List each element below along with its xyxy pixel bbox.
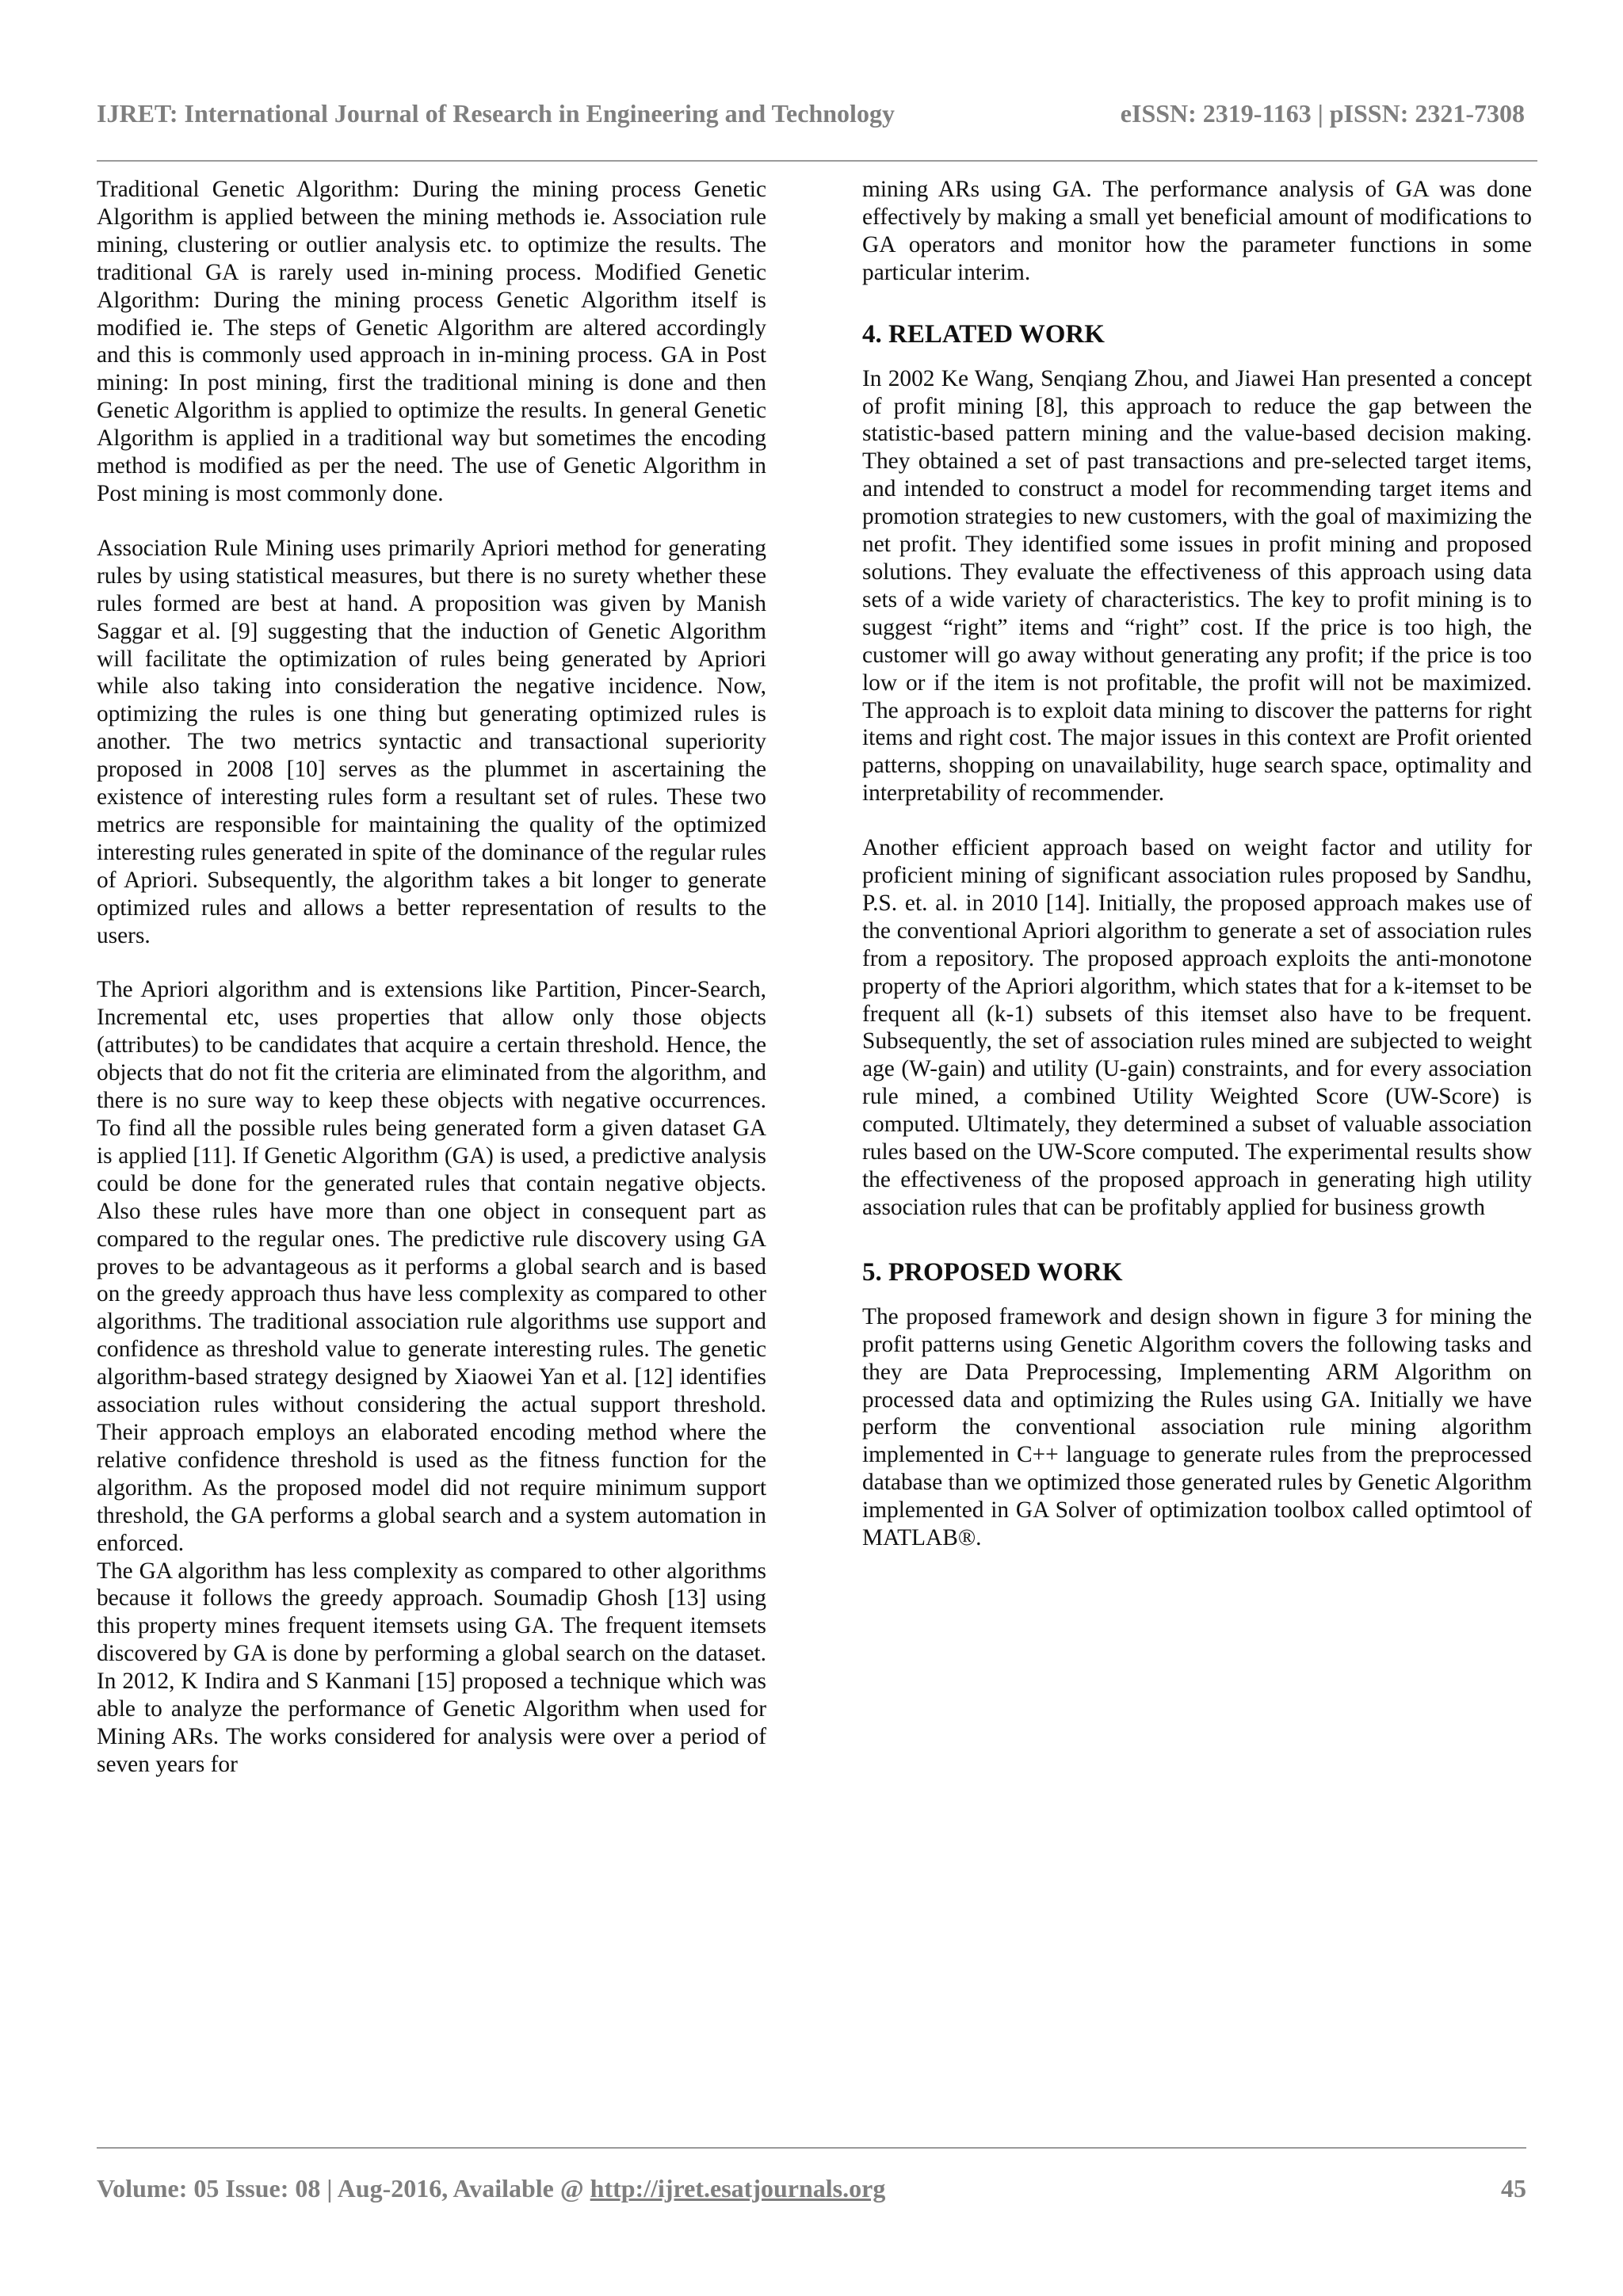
paragraph: In 2002 Ke Wang, Senqiang Zhou, and Jiawei Han presented a concept of profit mining [8], this approach to reduce the gap between the statistic-based pattern mining and the value-based decision making. They obtained a set of past transactions and pre-selected target items, and intended to construct a model for recommending target items and promotion strategies to new customers, with the goal of maximizing the net profit. They identified some issues in profit mining and proposed solutions. They evaluate the effectiveness of this approach using data sets of a wide variety of characteristics. The key to profit mining is to suggest “right” items and “right” cost. If the price is too high, the customer will go away without generating any profit; if the price is too low or if the item is not profitable, the profit will not be maximized. The approach is to exploit data mining to discover the patterns for right items and right cost. The major issues in this context are Profit oriented patterns, shopping on unavailability, huge search space, optimality and interpretability of recommender. [862,365,1532,807]
volume-text: Volume: 05 Issue: 08 | Aug-2016, Available @ [97,2174,590,2203]
paragraph: mining ARs using GA. The performance analysis of GA was done effectively by making a small yet beneficial amount of modifications to GA operators and monitor how the parameter functions in some particular interim. [862,177,1532,285]
paragraph: The proposed framework and design shown in figure 3 for mining the profit patterns using Genetic Algorithm covers the following tasks and they are Data Preprocessing, Implementing ARM Algorithm on processed data and optimizing the Rules using GA. Initially we have perform the conventional association rule mining algorithm implemented in C++ language to generate rules from the preprocessed database than we optimized those generated rules by Genetic Algorithm implemented in GA Solver of optimization toolbox called optimtool of MATLAB®. [862,1303,1532,1551]
section-heading-related-work: 4. RELATED WORK [862,319,1105,349]
section-heading-proposed-work: 5. PROPOSED WORK [862,1257,1123,1287]
paragraph: Another efficient approach based on weight factor and utility for proficient mining of significant association rules proposed by Sandhu, P.S. et. al. in 2010 [14]. Initially, the proposed approach makes use of the conventional Apriori algorithm to generate a set of association rules from a repository. The proposed approach exploits the anti-monotone property of the Apriori algorithm, which states that for a k-itemset to be frequent all (k-1) subsets of this itemset also have to be frequent. Subsequently, the set of association rules mined are subjected to weight age (W-gain) and utility (U-gain) constraints, and for every association rule mined, a combined Utility Weighted Score (UW-Score) is computed. Ultimately, they determined a subset of valuable association rules based on the UW-Score computed. The experimental results show the effectiveness of the proposed approach in generating high utility association rules that can be profitably applied for business growth [862,835,1532,1220]
volume-info [97,2174,885,2203]
paragraph: The Apriori algorithm and is extensions like Partition, Pincer-Search, Incremental etc, uses properties that allow only those objects (attributes) to be candidates that acquire a certain threshold. Hence, the objects that do not fit the criteria are eliminated from the algorithm, and there is no sure way to keep these objects with negative occurrences. To find all the possible rules being generated form a given dataset GA is applied [11]. If Genetic Algorithm (GA) is used, a predictive analysis could be done for the generated rules that contain negative objects. Also these rules have more than one object in consequent part as compared to the regular ones. The predictive rule discovery using GA proves to be advantageous as it performs a global search and is based on the greedy approach thus have less complexity as compared to other algorithms. The traditional association rule algorithms use support and confidence as threshold value to generate interesting rules. The genetic algorithm-based strategy designed by Xiaowei Yan et al. [12] identifies association rules without considering the actual support threshold. Their approach employs an elaborated encoding method where the relative confidence threshold is used as the fitness function for the algorithm. As the proposed model did not require minimum support threshold, the GA performs a global search and a system automation in enforced. [97,977,766,1556]
page-header [97,99,1523,134]
header-divider [97,160,1537,162]
left-column [97,176,766,1779]
issn-label: eISSN: 2319-1163 | pISSN: 2321-7308 [1120,99,1525,128]
right-column [862,176,1532,1552]
footer-divider [97,2147,1526,2149]
paragraph: Association Rule Mining uses primarily Apriori method for generating rules by using statistical measures, but there is no surety whether these rules formed are best at hand. A proposition was given by Manish Saggar et al. [9] suggesting that the induction of Genetic Algorithm will facilitate the optimization of rules being generated by Apriori while also taking into consideration the negative incidence. Now, optimizing the rules is one thing but generating optimized rules is another. The two metrics syntactic and transactional superiority proposed in 2008 [10] serves as the plummet in ascertaining the existence of interesting rules form a resultant set of rules. These two metrics are responsible for maintaining the quality of the optimized interesting rules generated in spite of the dominance of the regular rules of Apriori. Subsequently, the algorithm takes a bit longer to generate optimized rules and allows a better representation of results to the users. [97,535,766,948]
journal-link[interactable]: http://ijret.esatjournals.org [590,2174,886,2203]
page-footer [97,2174,1526,2209]
journal-title: IJRET: International Journal of Research in Engineering and Technology [97,99,895,128]
page-number: 45 [1501,2174,1526,2203]
paragraph: Traditional Genetic Algorithm: During the mining process Genetic Algorithm is applied between the mining methods ie. Association rule mining, clustering or outlier analysis etc. to optimize the results. The traditional GA is rarely used in-mining process. Modified Genetic Algorithm: During the mining process Genetic Algorithm itself is modified ie. The steps of Genetic Algorithm are altered accordingly and this is commonly used approach in in-mining process. GA in Post mining: In post mining, first the traditional mining is done and then Genetic Algorithm is applied to optimize the results. In general Genetic Algorithm is applied in a traditional way but sometimes the encoding method is modified as per the need. The use of Genetic Algorithm in Post mining is most commonly done. [97,177,766,506]
paragraph: The GA algorithm has less complexity as compared to other algorithms because it follows the greedy approach. Soumadip Ghosh [13] using this property mines frequent itemsets using GA. The frequent itemsets discovered by GA is done by performing a global search on the dataset. In 2012, K Indira and S Kanmani [15] proposed a technique which was able to analyze the performance of Genetic Algorithm when used for Mining ARs. The works considered for analysis were over a period of seven years for [97,1558,766,1777]
